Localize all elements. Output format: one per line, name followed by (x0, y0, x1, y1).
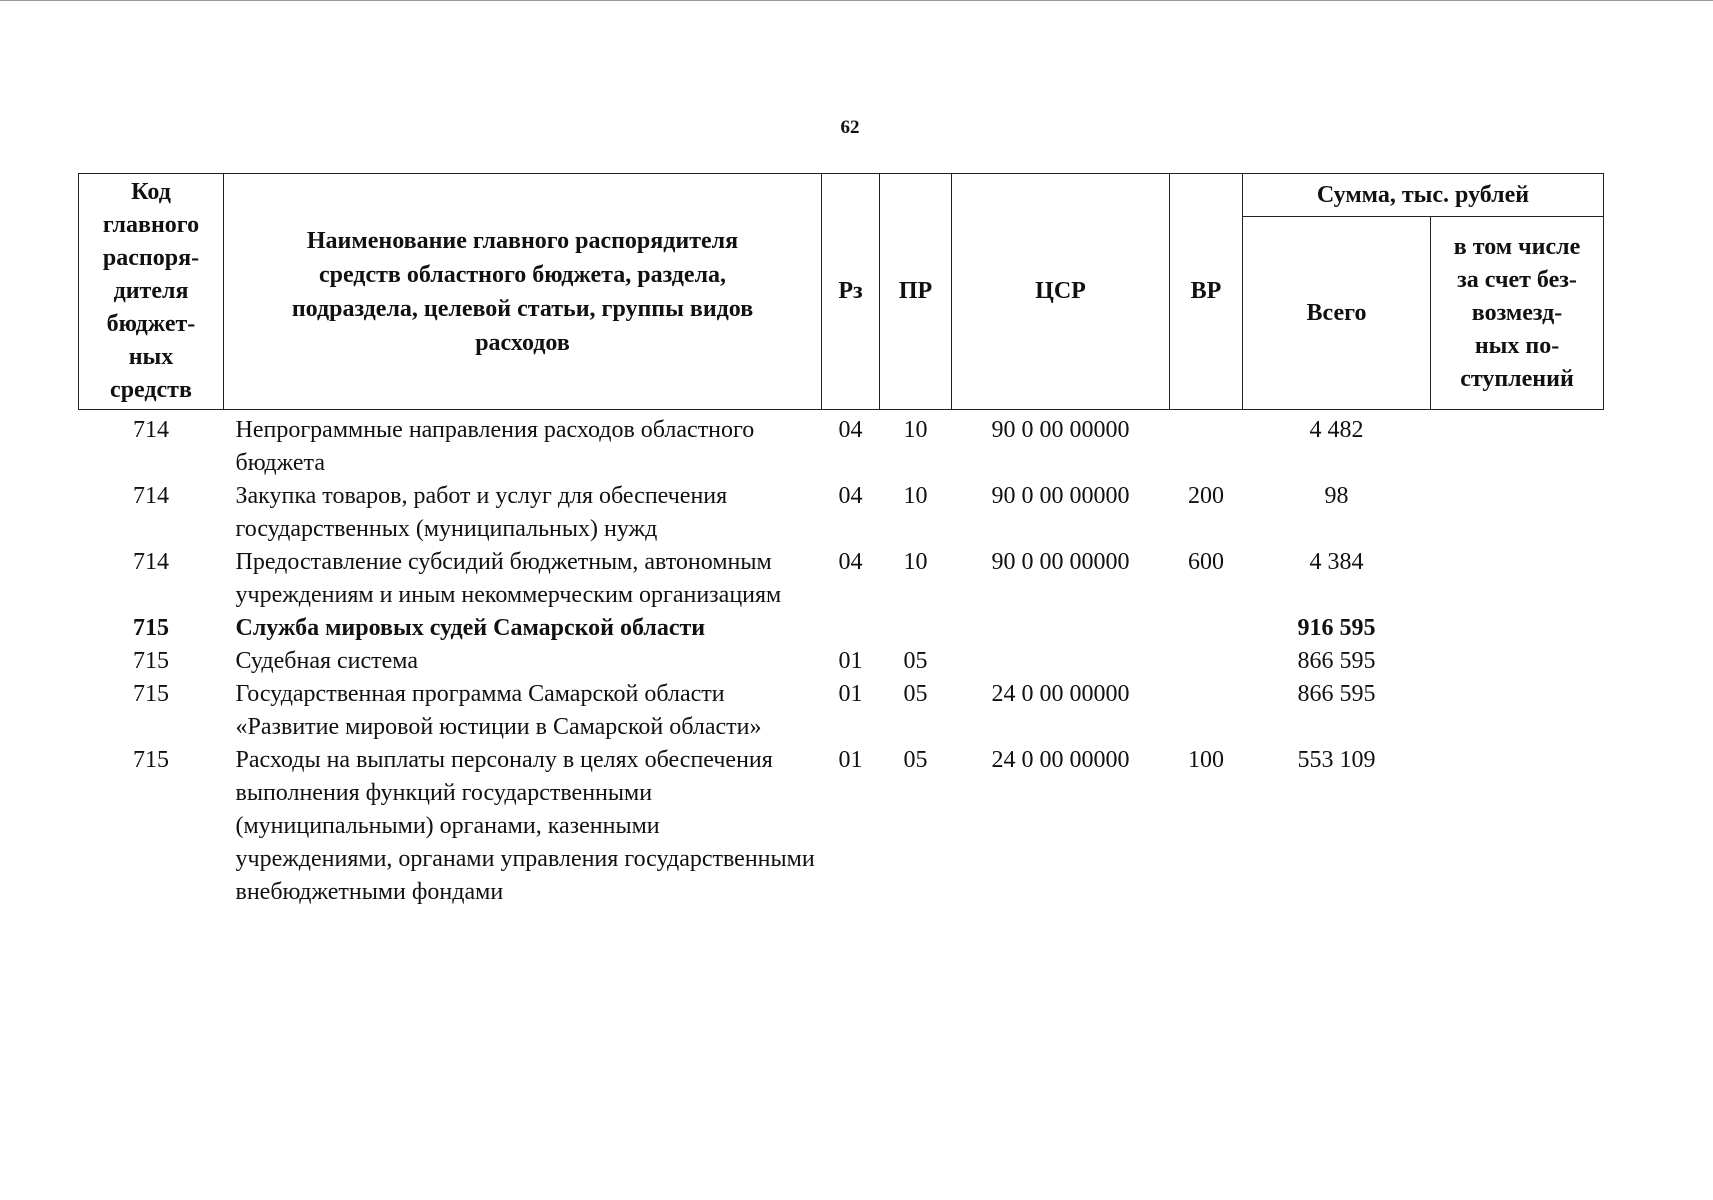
header-pr: ПР (880, 174, 952, 410)
cell-rz: 04 (838, 417, 863, 443)
header-code-lines: Код главного распоря- дителя бюджет- ных средств (102, 179, 200, 403)
cell-total: 866 595 (1297, 648, 1376, 674)
cell-total: 4 482 (1309, 417, 1364, 443)
header-incl-lines: в том числе за счет без- возмезд- ных по- ступлений (1453, 233, 1581, 392)
cell-pr: 10 (903, 417, 928, 443)
cell-vr (1170, 612, 1243, 645)
table-row (79, 744, 1604, 909)
cell-rz: 04 (838, 483, 863, 509)
cell-code: 715 (133, 747, 169, 773)
header-code (79, 174, 224, 410)
table-row (79, 410, 1604, 481)
cell-incl (1431, 744, 1604, 909)
cell-rz: 01 (838, 747, 863, 773)
cell-name: Предоставление субсидий бюджетным, автономным учреждениям и иным некоммерческим организациям (235, 549, 782, 608)
table-header (79, 174, 1604, 410)
header-total: Всего (1243, 217, 1431, 410)
cell-vr (1170, 645, 1243, 678)
cell-name: Расходы на выплаты персоналу в целях обеспечения выполнения функций государственными (муниципальными) органами, казенными учреждениями, органами управления государственными внебюджетными фондами (235, 747, 815, 905)
cell-vr: 100 (1188, 747, 1224, 773)
header-name (224, 174, 822, 410)
cell-code: 715 (133, 615, 169, 641)
table-row (79, 546, 1604, 612)
table-row (79, 480, 1604, 546)
cell-incl (1431, 678, 1604, 744)
cell-name: Служба мировых судей Самарской области (235, 615, 706, 641)
cell-incl (1431, 480, 1604, 546)
cell-rz (822, 612, 880, 645)
cell-incl (1431, 546, 1604, 612)
cell-code: 714 (133, 549, 169, 575)
header-csr: ЦСР (952, 174, 1170, 410)
cell-csr (952, 612, 1170, 645)
cell-total: 553 109 (1297, 747, 1376, 773)
table-row (79, 678, 1604, 744)
cell-total: 866 595 (1297, 681, 1376, 707)
cell-code: 714 (133, 417, 169, 443)
cell-pr: 10 (903, 549, 928, 575)
cell-code: 715 (133, 648, 169, 674)
cell-name: Судебная система (235, 648, 418, 674)
budget-table (78, 173, 1604, 909)
cell-pr: 05 (903, 681, 928, 707)
header-name-lines: Наименование главного распорядителя средств областного бюджета, раздела, подраздела, целевой статьи, группы видов расходов (291, 227, 754, 356)
cell-csr (952, 645, 1170, 678)
table-row (79, 612, 1604, 645)
cell-incl (1431, 410, 1604, 481)
cell-rz: 04 (838, 549, 863, 575)
table-row (79, 645, 1604, 678)
cell-csr: 24 0 00 00000 (991, 681, 1130, 707)
header-vr: ВР (1170, 174, 1243, 410)
cell-code: 714 (133, 483, 169, 509)
top-rule (0, 0, 1713, 1)
cell-name: Непрограммные направления расходов областного бюджета (235, 417, 755, 476)
table-body (79, 410, 1604, 910)
header-incl (1431, 217, 1604, 410)
header-rz: Рз (822, 174, 880, 410)
cell-pr (880, 612, 952, 645)
cell-pr: 10 (903, 483, 928, 509)
cell-csr: 24 0 00 00000 (991, 747, 1130, 773)
cell-csr: 90 0 00 00000 (991, 483, 1130, 509)
cell-csr: 90 0 00 00000 (991, 549, 1130, 575)
page-number: 62 (840, 117, 860, 138)
cell-csr: 90 0 00 00000 (991, 417, 1130, 443)
header-sum-group: Сумма, тыс. рублей (1243, 174, 1604, 217)
cell-vr: 600 (1188, 549, 1224, 575)
cell-rz: 01 (838, 681, 863, 707)
cell-vr: 200 (1188, 483, 1224, 509)
cell-pr: 05 (903, 648, 928, 674)
cell-incl (1431, 612, 1604, 645)
cell-vr (1170, 410, 1243, 481)
cell-pr: 05 (903, 747, 928, 773)
cell-vr (1170, 678, 1243, 744)
cell-rz: 01 (838, 648, 863, 674)
cell-name: Закупка товаров, работ и услуг для обеспечения государственных (муниципальных) нужд (235, 483, 728, 542)
cell-total: 98 (1324, 483, 1349, 509)
cell-total: 916 595 (1297, 615, 1376, 641)
cell-name: Государственная программа Самарской области «Развитие мировой юстиции в Самарской области» (235, 681, 762, 740)
cell-code: 715 (133, 681, 169, 707)
cell-total: 4 384 (1309, 549, 1364, 575)
cell-incl (1431, 645, 1604, 678)
